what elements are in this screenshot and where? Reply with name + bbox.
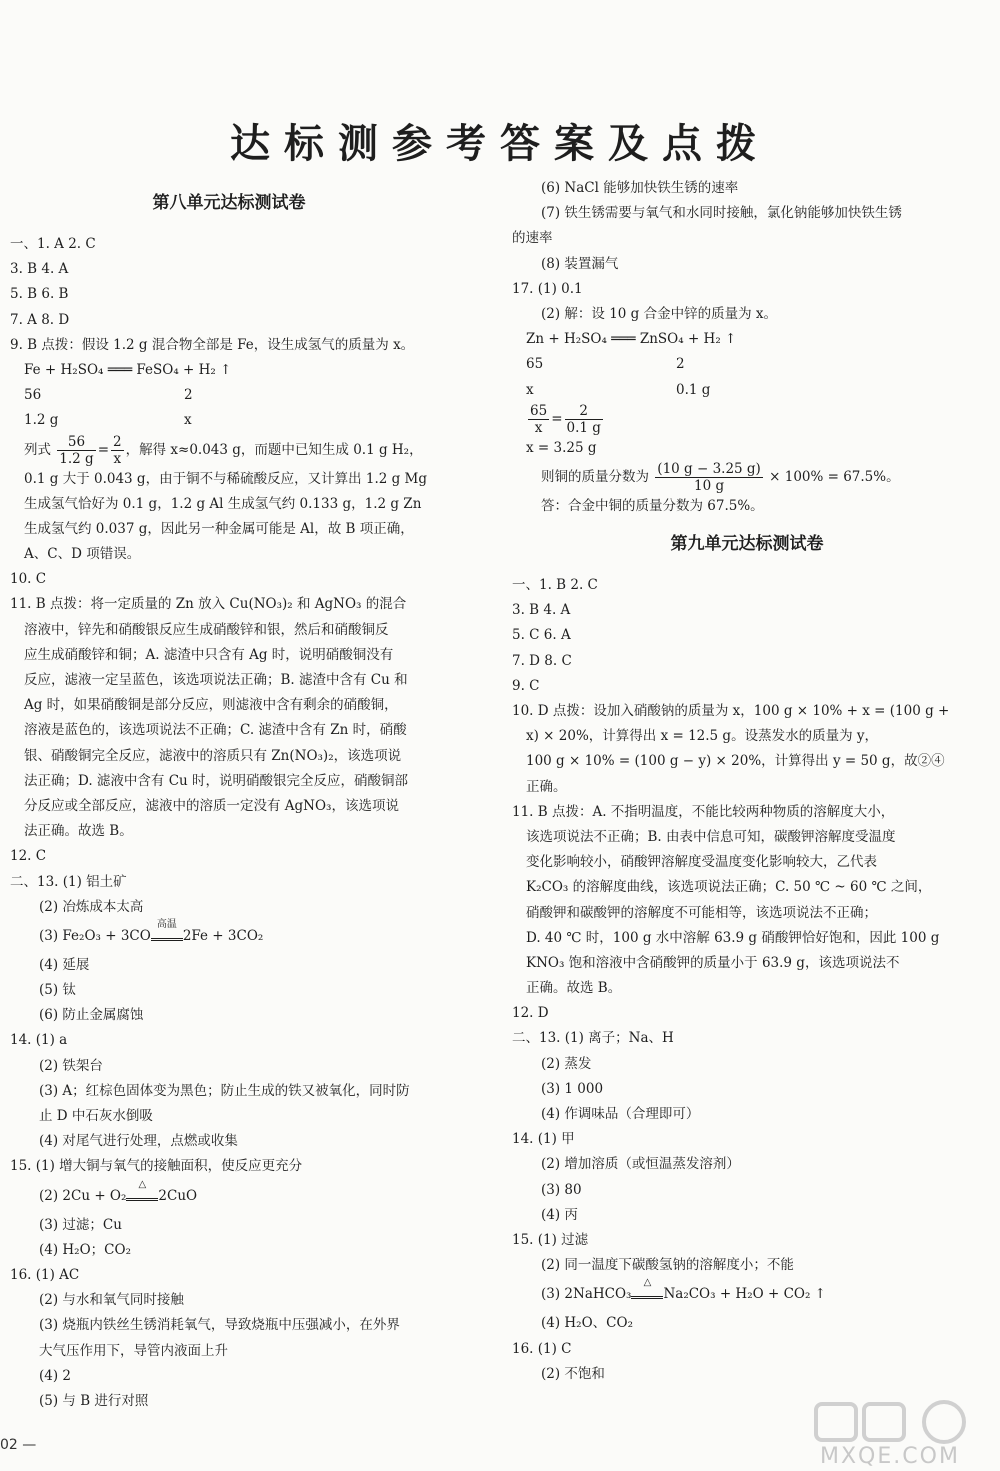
page-title: 达标测参考答案及点拨 [230,120,770,167]
explanation-line: 法正确；D. 滤液中含有 Cu 时，说明硝酸银完全反应，硝酸铜部 [24,772,409,789]
mass-value: 65 [526,356,544,373]
answer-line: (2) 铁架台 [39,1057,103,1074]
condition-text: 高温 [156,918,177,930]
fraction-denominator: 0.1 g [566,419,601,436]
percentage-line [512,461,982,494]
explanation-line: 正确。故选 B。 [526,980,622,997]
answer-line: (4) 对尾气进行处理，点燃或收集 [39,1133,238,1150]
answer-line: (2) 与水和氧气同时接触 [39,1292,184,1309]
reaction-condition [126,1180,158,1213]
answer-line: 15. (1) 增大铜与氧气的接触面积，使反应更充分 [10,1158,303,1175]
answer-line: 3. B 4. A [512,602,571,619]
proportion-label: 列式 [24,441,51,458]
answer-line: (2) 同一温度下碳酸氢钠的溶解度小；不能 [541,1257,794,1274]
explanation-line: 变化影响较小，硝酸钾溶解度受温度变化影响较大，乙代表 [526,854,877,871]
mass-ratio-line [10,383,448,408]
answer-line: 答：合金中铜的质量分数为 67.5%。 [541,497,764,514]
proportion-text: ，解得 x≈0.043 g，而题中已知生成 0.1 g H₂， [125,441,423,458]
answer-line: 止 D 中石灰水倒吸 [39,1108,153,1124]
explanation-line: 法正确。故选 B。 [24,823,133,840]
mass-value: 2 [184,387,193,404]
answer-line: (6) 防止金属腐蚀 [39,1007,144,1024]
answer-line: 5. C 6. A [512,627,571,644]
equation-right: 2CuO [158,1187,198,1204]
condition-text: △ [138,1178,147,1190]
equation-left: (3) Fe₂O₃ + 3CO [39,927,151,944]
answer-line: 10. D 点拨：设加入硝酸钠的质量为 x，100 g × 10% + x = (100 g + [512,703,950,719]
explanation-line: A、C、D 项错误。 [24,546,141,563]
answer-line: 7. A 8. D [10,311,70,328]
explanation-line: 100 g × 10% = (100 g − y) × 20%，计算得出 y = 50 g，故②④ [526,753,945,770]
unit8-title: 第八单元达标测试卷 [152,193,306,213]
explanation-line: 正确。 [526,778,567,795]
fraction-denominator: x [534,419,543,436]
mass-ratio-line [10,408,448,433]
answer-line: (2) 增加溶质（或恒温蒸发溶剂） [541,1156,740,1173]
answer-line: 12. D [512,1005,549,1022]
answer-line: 9. C [512,677,540,694]
mass-value: 0.1 g [676,381,711,398]
answer-line: (5) 钛 [39,982,76,999]
fraction-denominator: 10 g [694,477,725,494]
mass-ratio-line [512,352,982,377]
answer-line: 一、1. A 2. C [10,236,96,252]
equation-line [10,920,448,953]
mass-value: 56 [24,387,42,404]
answer-line: 11. B 点拨：将一定质量的 Zn 放入 Cu(NO₃)₂ 和 AgNO₃ 的混合 [10,596,407,613]
mass-value: 1.2 g [24,412,59,429]
fraction-numerator: 2 [565,403,603,420]
answer-line: 10. C [10,571,47,588]
answer-line: (3) 1 000 [541,1080,604,1097]
answer-line: 5. B 6. B [10,286,69,303]
explanation-line: Ag 时，如果硝酸铜是部分反应，则滤液中含有剩余的硝酸铜， [24,697,398,714]
explanation-line: x) × 20%，计算得出 x = 12.5 g。设蒸发水的质量为 y， [526,728,878,745]
mass-value: x [184,412,192,429]
answer-line: (3) A；红棕色固体变为黑色；防止生成的铁又被氧化，同时防 [39,1082,410,1099]
answer-line: (4) H₂O；CO₂ [39,1241,131,1258]
fraction-numerator: 65 [530,402,548,419]
answer-line: 12. C [10,848,47,865]
watermark [812,1398,992,1468]
answer-line: 17. (1) 0.1 [512,280,583,297]
answer-line: x = 3.25 g [526,439,597,456]
fraction-denominator: 1.2 g [59,450,94,467]
answer-line: 15. (1) 过滤 [512,1231,589,1248]
answer-line: 14. (1) 甲 [512,1131,575,1148]
fraction [57,434,95,467]
explanation-line: 生成氢气恰好为 0.1 g，1.2 g Al 生成氢气约 0.133 g，1.2 g Zn [24,495,422,512]
equation-right: 2Fe + 3CO₂ [182,927,264,944]
answer-line: (4) H₂O、CO₂ [541,1315,633,1332]
unit9-title: 第九单元达标测试卷 [670,534,824,555]
fraction [528,403,549,436]
condition-text: △ [643,1277,652,1289]
fraction-numerator: 56 [57,434,95,451]
answer-line: 二、13. (1) 铝土矿 [10,873,127,890]
equation-line [10,1180,448,1213]
answer-line: (2) 冶炼成本太高 [39,898,144,915]
answer-line: (3) 过滤；Cu [39,1216,122,1233]
answer-line: (5) 与 B 进行对照 [39,1392,149,1409]
mass-value: x [526,381,534,398]
equation-left: (3) 2NaHCO₃ [541,1286,632,1303]
answer-line: (6) NaCl 能够加快铁生锈的速率 [541,180,739,196]
equation-line: Fe + H₂SO₄ ═══ FeSO₄ + H₂ ↑ [24,361,232,378]
watermark-text: MXQE.COM [820,1444,960,1469]
answer-line: 7. D 8. C [512,652,572,669]
explanation-line: 该选项说法不正确；B. 由表中信息可知，碳酸钾溶解度受温度 [526,828,896,845]
explanation-line: 银、硝酸铜完全反应，滤液中的溶质只有 Zn(NO₃)₂，该选项说 [24,747,402,764]
answer-line: 14. (1) a [10,1032,68,1049]
answer-line: 一、1. B 2. C [512,577,598,594]
fraction-numerator: 2 [113,433,122,450]
answer-line: (3) 80 [541,1181,582,1198]
answer-line: 9. B 点拨：假设 1.2 g 混合物全部是 Fe，设生成氢气的质量为 x。 [10,336,415,353]
answer-line: 11. B 点拨：A. 不指明温度，不能比较两种物质的溶解度大小， [512,803,895,820]
proportion-line: 列式 $\frac{56}{1.2 g}$ = $\frac{2}{x}$ ，解得 x≈0.043 g，而题中已知生成 0.1 g H₂， [24,433,423,467]
percentage-result: × 100% = 67.5%。 [769,468,900,485]
fraction [565,403,603,436]
equation-right: Na₂CO₃ + H₂O + CO₂ ↑ [663,1286,826,1303]
fraction-denominator: x [113,450,122,467]
answer-line: 二、13. (1) 离子；Na、H [512,1030,674,1047]
explanation-line: D. 40 ℃ 时，100 g 水中溶解 63.9 g 硝酸钾恰好饱和，因此 100 g [526,929,940,946]
explanation-line: K₂CO₃ 的溶解度曲线，该选项说法正确；C. 50 ℃ ~ 60 ℃ 之间， [526,879,932,896]
answer-line: (7) 铁生锈需要与氧气和水同时接触，氯化钠能够加快铁生锈 [541,205,902,222]
explanation-line: 生成氢气约 0.037 g，因此另一种金属可能是 Al，故 B 项正确， [24,520,414,537]
answer-line: 16. (1) AC [10,1266,80,1283]
fraction-numerator: (10 g − 3.25 g) [657,460,761,477]
equation-left: (2) 2Cu + O₂ [39,1187,127,1204]
explanation-line: 反应，滤液一定呈蓝色，该选项说法正确；B. 滤渣中含有 Cu 和 [24,672,408,688]
explanation-line: KNO₃ 饱和溶液中含硝酸钾的质量小于 63.9 g，该选项说法不 [526,954,900,971]
explanation-line: 0.1 g 大于 0.043 g，由于铜不与稀硫酸反应，又计算出 1.2 g Mg [24,470,428,487]
answer-line: (2) 不饱和 [541,1365,605,1382]
explanation-line: 溶液中，锌先和硝酸银反应生成硝酸锌和银，然后和硝酸铜反 [24,621,389,638]
reaction-condition [151,920,183,953]
explanation-line: 应生成硝酸锌和铜；A. 滤渣中只含有 Ag 时，说明硝酸铜没有 [24,646,394,663]
equation-line: Zn + H₂SO₄ ═══ ZnSO₄ + H₂ ↑ [526,331,737,348]
answer-line: (8) 装置漏气 [541,255,619,272]
answer-line: 3. B 4. A [10,261,69,278]
answer-line: (4) 丙 [541,1206,578,1223]
explanation-line: 溶液是蓝色的，该选项说法不正确；C. 滤渣中含有 Zn 时，硝酸 [24,722,407,739]
answer-line: (4) 2 [39,1367,72,1384]
answer-line: (2) 解：设 10 g 合金中锌的质量为 x。 [541,305,778,322]
right-column [512,176,982,1387]
fraction [655,461,763,494]
fraction [111,434,124,467]
explanation-line: 分反应或全部反应，滤液中的溶质一定没有 AgNO₃，该选项说 [24,797,399,814]
percentage-label: 则铜的质量分数为 [541,468,649,485]
answer-line: (2) 蒸发 [541,1055,592,1072]
left-column [10,188,448,1414]
answer-line: (4) 延展 [39,956,90,973]
answer-line: 大气压作用下，导管内液面上升 [39,1342,228,1359]
answer-line: (4) 作调味品（合理即可） [541,1106,700,1122]
equation-line [512,1278,982,1311]
mass-value: 2 [676,356,685,373]
page-number: 02 — [0,1437,37,1453]
answer-line: 16. (1) C [512,1340,572,1357]
answer-line: 的速率 [512,230,553,247]
reaction-condition [631,1278,663,1311]
mass-ratio-line [512,378,982,403]
explanation-line: 硝酸钾和碳酸钾的溶解度不可能相等，该选项说法不正确； [526,904,877,921]
watermark-logo-icon [812,1398,992,1448]
proportion-line: $\frac{65}{x}$ = $\frac{2}{0.1 g}$ [530,402,601,436]
answer-line: (3) 烧瓶内铁丝生锈消耗氧气，导致烧瓶中压强减小，在外界 [39,1317,400,1334]
